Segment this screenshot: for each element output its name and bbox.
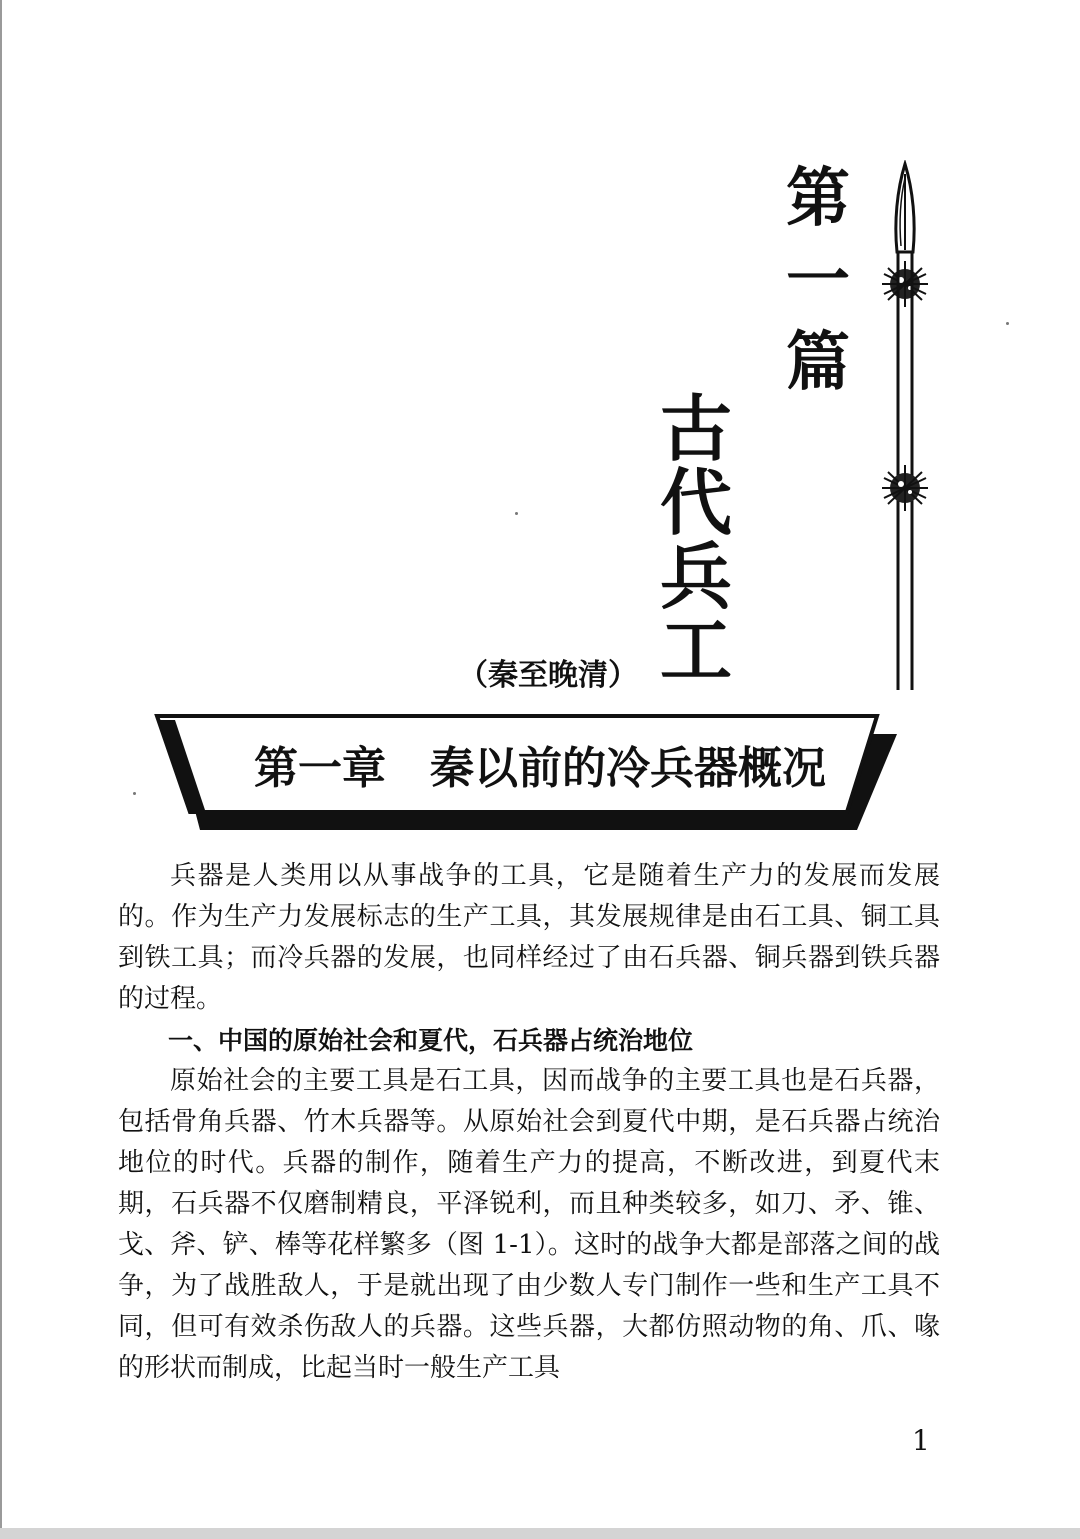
scan-speck — [515, 512, 518, 515]
part-title-char: 代 — [659, 461, 732, 545]
scan-speck — [133, 792, 136, 795]
part-label-char: 篇 — [786, 326, 850, 400]
section-heading: 一、中国的原始社会和夏代，石兵器占统治地位 — [168, 1026, 694, 1055]
spear-illustration — [870, 160, 940, 700]
intro-paragraph: 兵器是人类用以从事战争的工具，它是随着生产力的发展而发展的。作为生产力发展标志的生产工具，其发展规律是由石工具、铜工具到铁工具；而冷兵器的发展，也同样经过了由石兵器、铜兵器到铁兵器的过程。 — [118, 861, 940, 1014]
part-title-char: 兵 — [659, 535, 732, 619]
part-title-char: 工 — [659, 609, 732, 693]
spear-tassel-upper — [882, 261, 928, 307]
part-title — [646, 387, 746, 693]
chapter-title: 第一章 秦以前的冷兵器概况 — [254, 743, 826, 794]
spear-tassel-lower — [882, 465, 928, 511]
part-label-char: 一 — [786, 244, 850, 318]
part-label — [778, 158, 858, 404]
scan-speck — [1006, 322, 1009, 325]
scan-edge-bottom — [0, 1528, 1080, 1539]
section-paragraph: 原始社会的主要工具是石工具，因而战争的主要工具也是石兵器，包括骨角兵器、竹木兵器等。从原始社会到夏代中期，是石兵器占统治地位的时代。兵器的制作，随着生产力的提高，不断改进，到夏代末期，石兵器不仅磨制精良，平泽锐利，而且种类较多，如刀、矛、锥、戈、斧、铲、棒等花样繁多（图 1-1）。这时的战争大都是部落之间的战争，为了战胜敌人，于是就出现了由少数人专门制作一些和生产工具不同，但可有效杀伤敌人的兵器。这些兵器，大都仿照动物的角、爪、喙的形状而制成，比起当时一般生产工具 — [118, 1066, 940, 1383]
part-label-char: 第 — [786, 162, 850, 236]
part-title-char: 古 — [659, 387, 732, 471]
part-subtitle: （秦至晚清） — [458, 658, 638, 693]
body-text — [118, 856, 940, 1389]
page-number: 1 — [912, 1424, 930, 1457]
scan-edge-left — [0, 0, 2, 1539]
